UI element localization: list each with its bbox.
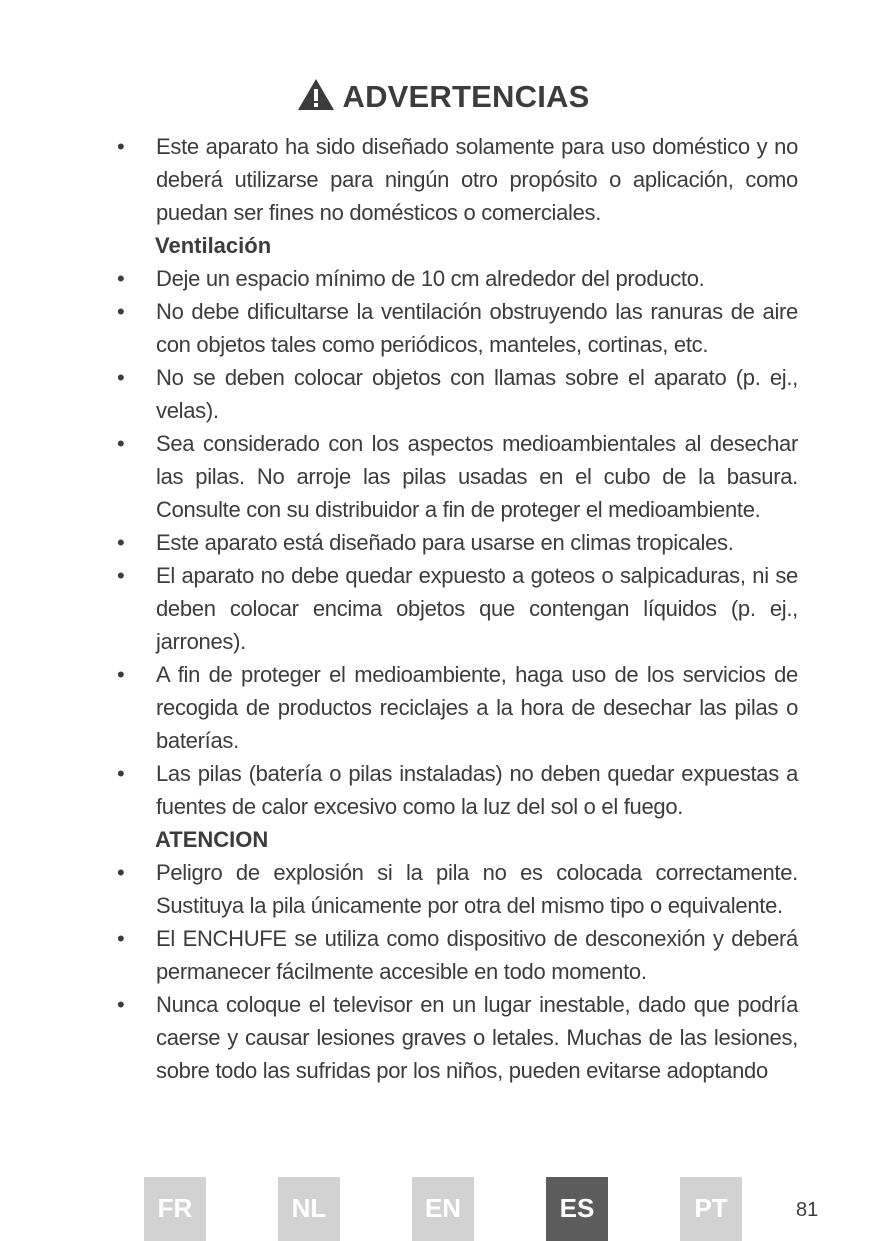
bullet-icon: • <box>117 662 125 687</box>
bullet-icon: • <box>117 992 125 1017</box>
bullet-icon: • <box>117 134 125 159</box>
bullet-icon: • <box>117 266 125 291</box>
bullet-icon: • <box>117 431 125 456</box>
list-item <box>112 427 798 526</box>
list-item-text: Peligro de explosión si la pila no es colocada correctamente. Sustituya la pila únicamente por otra del mismo tipo o equivalente. <box>156 860 798 918</box>
bullet-icon: • <box>117 761 125 786</box>
list-item-text: Sea considerado con los aspectos medioambientales al desechar las pilas. No arroje las pilas usadas en el cubo de la basura. Consulte con su distribuidor a fin de proteger el medioambiente. <box>156 431 798 522</box>
section-heading: ATENCION <box>155 827 269 852</box>
bullet-icon: • <box>117 563 125 588</box>
list-item-text: Este aparato está diseñado para usarse en climas tropicales. <box>156 530 734 555</box>
list-item-text: A fin de proteger el medioambiente, haga uso de los servicios de recogida de productos reciclajes a la hora de desechar las pilas o baterías. <box>156 662 798 753</box>
list-item <box>112 922 798 988</box>
list-item <box>112 856 798 922</box>
list-item <box>112 130 798 229</box>
bullet-icon: • <box>117 860 125 885</box>
list-item-text: No se deben colocar objetos con llamas sobre el aparato (p. ej., velas). <box>156 365 798 423</box>
language-nav <box>0 1177 886 1241</box>
warnings-list <box>112 130 798 1087</box>
list-item-text: Las pilas (batería o pilas instaladas) no deben quedar expuestas a fuentes de calor excesivo como la luz del sol o el fuego. <box>156 761 798 819</box>
page-title-text: ADVERTENCIAS <box>342 79 590 114</box>
list-item <box>112 361 798 427</box>
lang-tab-fr[interactable]: FR <box>144 1177 206 1241</box>
lang-tab-nl[interactable]: NL <box>278 1177 340 1241</box>
lang-tab-en[interactable]: EN <box>412 1177 474 1241</box>
list-item <box>112 262 798 295</box>
list-item-text: Este aparato ha sido diseñado solamente para uso doméstico y no deberá utilizarse para ningún otro propósito o aplicación, como puedan ser fines no domésticos o comerciales. <box>156 134 798 225</box>
lang-tab-es[interactable]: ES <box>546 1177 608 1241</box>
page-title <box>0 78 886 115</box>
warning-triangle-icon <box>297 78 335 111</box>
list-item <box>112 757 798 823</box>
bullet-icon: • <box>117 530 125 555</box>
bullet-icon: • <box>117 926 125 951</box>
list-item <box>112 559 798 658</box>
list-item <box>112 295 798 361</box>
list-item-text: El aparato no debe quedar expuesto a goteos o salpicaduras, ni se deben colocar encima objetos que contengan líquidos (p. ej., jarrones). <box>156 563 798 654</box>
lang-tab-pt[interactable]: PT <box>680 1177 742 1241</box>
list-item <box>112 988 798 1087</box>
list-item-text: Nunca coloque el televisor en un lugar inestable, dado que podría caerse y causar lesiones graves o letales. Muchas de las lesiones, sobre todo las sufridas por los niños, pueden evitarse adoptando <box>156 992 798 1083</box>
list-item <box>112 658 798 757</box>
bullet-icon: • <box>117 365 125 390</box>
list-item <box>112 526 798 559</box>
page-number: 81 <box>796 1199 819 1221</box>
section-heading: Ventilación <box>155 233 272 258</box>
list-item-text: El ENCHUFE se utiliza como dispositivo de desconexión y deberá permanecer fácilmente accesible en todo momento. <box>156 926 798 984</box>
list-item-text: Deje un espacio mínimo de 10 cm alrededor del producto. <box>156 266 705 291</box>
list-item-text: No debe dificultarse la ventilación obstruyendo las ranuras de aire con objetos tales como periódicos, manteles, cortinas, etc. <box>156 299 798 357</box>
bullet-icon: • <box>117 299 125 324</box>
